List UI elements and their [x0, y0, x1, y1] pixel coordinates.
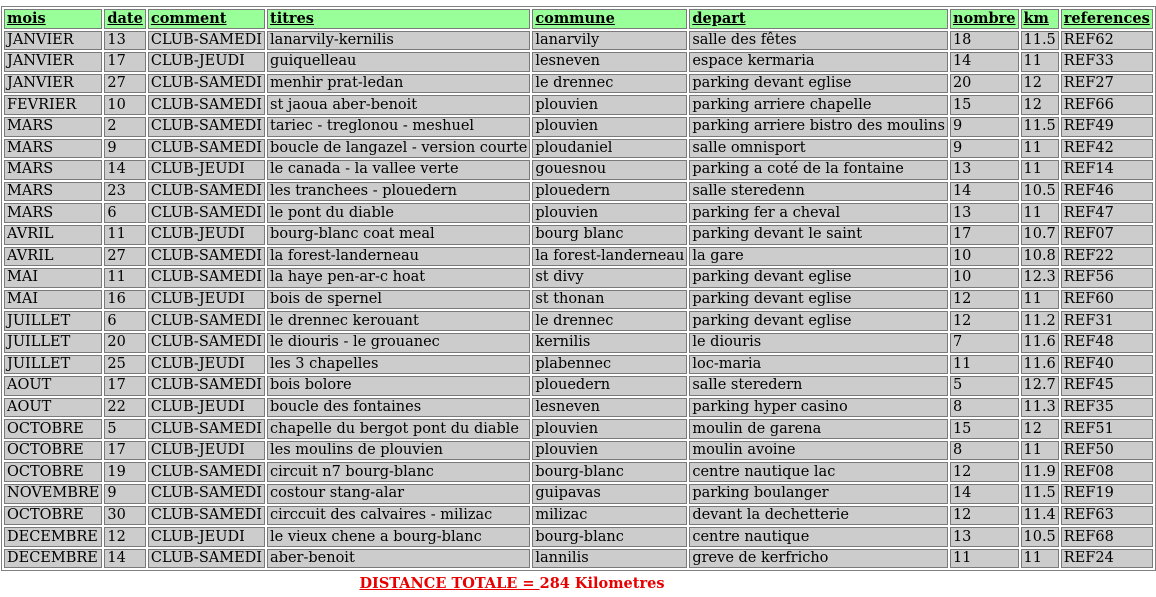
cell-km: 11: [1021, 441, 1059, 461]
cell-nombre: 9: [950, 139, 1019, 159]
cell-nombre: 7: [950, 333, 1019, 353]
cell-date: 14: [104, 160, 145, 180]
cell-mois: OCTOBRE: [4, 441, 102, 461]
cell-date: 12: [104, 527, 145, 547]
cell-depart: parking arriere chapelle: [689, 95, 948, 115]
cell-titres: le pont du diable: [267, 203, 530, 223]
cell-mois: OCTOBRE: [4, 506, 102, 526]
cell-km: 12.3: [1021, 268, 1059, 288]
cell-km: 11: [1021, 52, 1059, 72]
cell-references: REF42: [1061, 139, 1153, 159]
cell-nombre: 13: [950, 203, 1019, 223]
cell-commune: st thonan: [532, 290, 687, 310]
cell-titres: boucle de langazel - version courte: [267, 139, 530, 159]
cell-mois: FEVRIER: [4, 95, 102, 115]
cell-date: 30: [104, 506, 145, 526]
cell-nombre: 15: [950, 419, 1019, 439]
cell-nombre: 18: [950, 31, 1019, 51]
cell-mois: DECEMBRE: [4, 527, 102, 547]
cell-depart: salle steredern: [689, 376, 948, 396]
cell-km: 11.2: [1021, 311, 1059, 331]
sort-link-mois[interactable]: mois: [7, 10, 46, 28]
cell-nombre: 11: [950, 355, 1019, 375]
cell-titres: bourg-blanc coat meal: [267, 225, 530, 245]
cell-references: REF51: [1061, 419, 1153, 439]
cell-date: 17: [104, 52, 145, 72]
cell-titres: le canada - la vallee verte: [267, 160, 530, 180]
cell-titres: boucle des fontaines: [267, 398, 530, 418]
cell-references: REF27: [1061, 74, 1153, 94]
cell-mois: JANVIER: [4, 52, 102, 72]
table-row: [4, 203, 1153, 223]
cell-mois: NOVEMBRE: [4, 484, 102, 504]
cell-mois: AOUT: [4, 398, 102, 418]
table-row: [4, 290, 1153, 310]
cell-km: 11: [1021, 203, 1059, 223]
cell-titres: lanarvily-kernilis: [267, 31, 530, 51]
cell-nombre: 9: [950, 117, 1019, 137]
cell-km: 11: [1021, 160, 1059, 180]
cell-date: 9: [104, 484, 145, 504]
cell-titres: menhir prat-ledan: [267, 74, 530, 94]
cell-mois: MAI: [4, 268, 102, 288]
cell-comment: CLUB-SAMEDI: [148, 419, 265, 439]
distance-total: [0, 575, 1024, 592]
cell-depart: salle omnisport: [689, 139, 948, 159]
cell-depart: parking devant le saint: [689, 225, 948, 245]
cell-nombre: 12: [950, 290, 1019, 310]
cell-commune: plouedern: [532, 376, 687, 396]
table-row: [4, 74, 1153, 94]
table-header-row: [4, 9, 1153, 29]
column-header-comment: [148, 9, 265, 29]
cell-commune: le drennec: [532, 311, 687, 331]
cell-commune: bourg-blanc: [532, 527, 687, 547]
cell-km: 11.3: [1021, 398, 1059, 418]
table-row: [4, 462, 1153, 482]
table-row: [4, 95, 1153, 115]
cell-depart: moulin avoine: [689, 441, 948, 461]
cell-date: 10: [104, 95, 145, 115]
cell-nombre: 17: [950, 225, 1019, 245]
cell-references: REF31: [1061, 311, 1153, 331]
table-row: [4, 506, 1153, 526]
cell-mois: AVRIL: [4, 225, 102, 245]
cell-comment: CLUB-SAMEDI: [148, 333, 265, 353]
cell-references: REF14: [1061, 160, 1153, 180]
cell-date: 6: [104, 311, 145, 331]
cell-km: 11.5: [1021, 117, 1059, 137]
cell-references: REF68: [1061, 527, 1153, 547]
cell-titres: circcuit des calvaires - milizac: [267, 506, 530, 526]
column-header-nombre: [950, 9, 1019, 29]
cell-titres: la forest-landerneau: [267, 247, 530, 267]
cell-references: REF66: [1061, 95, 1153, 115]
cell-date: 14: [104, 549, 145, 569]
cell-date: 16: [104, 290, 145, 310]
cell-depart: parking a coté de la fontaine: [689, 160, 948, 180]
cell-mois: OCTOBRE: [4, 462, 102, 482]
cell-km: 11.6: [1021, 355, 1059, 375]
cell-km: 11: [1021, 139, 1059, 159]
sort-link-km[interactable]: km: [1023, 10, 1049, 28]
table-row: [4, 527, 1153, 547]
cell-depart: le diouris: [689, 333, 948, 353]
cell-date: 23: [104, 182, 145, 202]
table-row: [4, 225, 1153, 245]
cell-depart: moulin de garena: [689, 419, 948, 439]
table-row: [4, 355, 1153, 375]
cell-comment: CLUB-SAMEDI: [148, 95, 265, 115]
cell-comment: CLUB-SAMEDI: [148, 268, 265, 288]
cell-titres: les 3 chapelles: [267, 355, 530, 375]
cell-titres: la haye pen-ar-c hoat: [267, 268, 530, 288]
cell-km: 12: [1021, 95, 1059, 115]
cell-mois: MARS: [4, 203, 102, 223]
cell-mois: JUILLET: [4, 311, 102, 331]
cell-km: 11.5: [1021, 484, 1059, 504]
cell-mois: JANVIER: [4, 31, 102, 51]
sort-link-titres[interactable]: titres: [270, 10, 314, 28]
cell-nombre: 5: [950, 376, 1019, 396]
cell-titres: circuit n7 bourg-blanc: [267, 462, 530, 482]
cell-titres: les tranchees - plouedern: [267, 182, 530, 202]
sort-link-commune[interactable]: commune: [535, 10, 615, 28]
cell-comment: CLUB-SAMEDI: [148, 203, 265, 223]
cell-titres: le diouris - le grouanec: [267, 333, 530, 353]
sort-link-nombre[interactable]: nombre: [952, 10, 1016, 28]
cell-commune: lesneven: [532, 398, 687, 418]
cell-mois: DECEMBRE: [4, 549, 102, 569]
cell-depart: devant la dechetterie: [689, 506, 948, 526]
cell-references: REF50: [1061, 441, 1153, 461]
column-header-depart: [689, 9, 948, 29]
cell-comment: CLUB-SAMEDI: [148, 311, 265, 331]
cell-comment: CLUB-SAMEDI: [148, 139, 265, 159]
table-row: [4, 117, 1153, 137]
cell-references: REF24: [1061, 549, 1153, 569]
cell-comment: CLUB-JEUDI: [148, 290, 265, 310]
cell-comment: CLUB-SAMEDI: [148, 247, 265, 267]
cell-date: 27: [104, 247, 145, 267]
cell-km: 10.5: [1021, 182, 1059, 202]
cell-depart: parking boulanger: [689, 484, 948, 504]
cell-mois: MARS: [4, 160, 102, 180]
cell-references: REF48: [1061, 333, 1153, 353]
cell-references: REF45: [1061, 376, 1153, 396]
table-row: [4, 31, 1153, 51]
cell-depart: centre nautique lac: [689, 462, 948, 482]
table-row: [4, 376, 1153, 396]
cell-date: 6: [104, 203, 145, 223]
cell-references: REF56: [1061, 268, 1153, 288]
cell-nombre: 10: [950, 247, 1019, 267]
cell-date: 11: [104, 225, 145, 245]
cell-comment: CLUB-JEUDI: [148, 160, 265, 180]
cell-km: 10.7: [1021, 225, 1059, 245]
cell-commune: plouvien: [532, 95, 687, 115]
column-header-references: [1061, 9, 1153, 29]
cell-titres: st jaoua aber-benoit: [267, 95, 530, 115]
cell-km: 10.5: [1021, 527, 1059, 547]
cell-km: 12: [1021, 74, 1059, 94]
cell-mois: OCTOBRE: [4, 419, 102, 439]
cell-comment: CLUB-JEUDI: [148, 441, 265, 461]
cell-comment: CLUB-SAMEDI: [148, 182, 265, 202]
table-row: [4, 160, 1153, 180]
cell-mois: MAI: [4, 290, 102, 310]
table-row: [4, 333, 1153, 353]
cell-commune: plouvien: [532, 203, 687, 223]
column-header-titres: [267, 9, 530, 29]
cell-commune: plabennec: [532, 355, 687, 375]
cell-depart: salle steredenn: [689, 182, 948, 202]
table-row: [4, 441, 1153, 461]
cell-depart: parking devant eglise: [689, 290, 948, 310]
cell-commune: lanarvily: [532, 31, 687, 51]
distance-total-label: DISTANCE TOTALE =: [359, 575, 540, 592]
sort-link-date[interactable]: date: [107, 10, 143, 28]
cell-date: 2: [104, 117, 145, 137]
cell-nombre: 14: [950, 484, 1019, 504]
cell-date: 20: [104, 333, 145, 353]
cell-date: 11: [104, 268, 145, 288]
cell-km: 11.4: [1021, 506, 1059, 526]
cell-nombre: 11: [950, 549, 1019, 569]
cell-mois: MARS: [4, 139, 102, 159]
cell-comment: CLUB-SAMEDI: [148, 549, 265, 569]
cell-nombre: 13: [950, 160, 1019, 180]
table-row: [4, 484, 1153, 504]
cell-references: REF62: [1061, 31, 1153, 51]
cell-references: REF46: [1061, 182, 1153, 202]
cell-date: 25: [104, 355, 145, 375]
cell-depart: parking devant eglise: [689, 74, 948, 94]
cell-km: 11.5: [1021, 31, 1059, 51]
cell-depart: parking fer a cheval: [689, 203, 948, 223]
cell-references: REF60: [1061, 290, 1153, 310]
cell-nombre: 12: [950, 506, 1019, 526]
cell-comment: CLUB-JEUDI: [148, 527, 265, 547]
cell-commune: bourg blanc: [532, 225, 687, 245]
cell-depart: parking arriere bistro des moulins: [689, 117, 948, 137]
cell-date: 19: [104, 462, 145, 482]
cell-km: 11.9: [1021, 462, 1059, 482]
cell-mois: JUILLET: [4, 355, 102, 375]
cell-titres: bois bolore: [267, 376, 530, 396]
cell-comment: CLUB-SAMEDI: [148, 462, 265, 482]
cell-nombre: 14: [950, 52, 1019, 72]
cell-km: 11: [1021, 290, 1059, 310]
cell-commune: le drennec: [532, 74, 687, 94]
cell-date: 17: [104, 376, 145, 396]
cell-comment: CLUB-JEUDI: [148, 52, 265, 72]
cell-date: 22: [104, 398, 145, 418]
cell-references: REF35: [1061, 398, 1153, 418]
cell-references: REF19: [1061, 484, 1153, 504]
cell-depart: la gare: [689, 247, 948, 267]
cell-commune: plouedern: [532, 182, 687, 202]
cell-titres: guiquelleau: [267, 52, 530, 72]
cell-date: 17: [104, 441, 145, 461]
table-row: [4, 182, 1153, 202]
cell-date: 9: [104, 139, 145, 159]
column-header-commune: [532, 9, 687, 29]
cell-titres: chapelle du bergot pont du diable: [267, 419, 530, 439]
cell-km: 11: [1021, 549, 1059, 569]
cell-km: 12: [1021, 419, 1059, 439]
cell-commune: plouvien: [532, 441, 687, 461]
cell-titres: le vieux chene a bourg-blanc: [267, 527, 530, 547]
cell-nombre: 8: [950, 398, 1019, 418]
table-row: [4, 398, 1153, 418]
cell-commune: lannilis: [532, 549, 687, 569]
cell-mois: JUILLET: [4, 333, 102, 353]
cell-depart: parking hyper casino: [689, 398, 948, 418]
cell-titres: bois de spernel: [267, 290, 530, 310]
cell-depart: espace kermaria: [689, 52, 948, 72]
cell-depart: greve de kerfricho: [689, 549, 948, 569]
cell-commune: ploudaniel: [532, 139, 687, 159]
walks-table: [1, 6, 1156, 571]
cell-references: REF40: [1061, 355, 1153, 375]
cell-references: REF47: [1061, 203, 1153, 223]
cell-commune: milizac: [532, 506, 687, 526]
cell-commune: plouvien: [532, 117, 687, 137]
cell-references: REF49: [1061, 117, 1153, 137]
cell-depart: centre nautique: [689, 527, 948, 547]
cell-commune: la forest-landerneau: [532, 247, 687, 267]
sort-link-depart[interactable]: depart: [692, 10, 746, 28]
cell-nombre: 12: [950, 311, 1019, 331]
cell-commune: bourg-blanc: [532, 462, 687, 482]
cell-comment: CLUB-SAMEDI: [148, 117, 265, 137]
cell-mois: AOUT: [4, 376, 102, 396]
cell-titres: aber-benoit: [267, 549, 530, 569]
cell-comment: CLUB-JEUDI: [148, 355, 265, 375]
cell-depart: loc-maria: [689, 355, 948, 375]
cell-depart: salle des fêtes: [689, 31, 948, 51]
table-row: [4, 139, 1153, 159]
cell-references: REF08: [1061, 462, 1153, 482]
cell-references: REF22: [1061, 247, 1153, 267]
cell-titres: le drennec kerouant: [267, 311, 530, 331]
cell-comment: CLUB-SAMEDI: [148, 376, 265, 396]
cell-commune: st divy: [532, 268, 687, 288]
table-row: [4, 247, 1153, 267]
table-row: [4, 419, 1153, 439]
cell-km: 11.6: [1021, 333, 1059, 353]
cell-commune: kernilis: [532, 333, 687, 353]
cell-commune: lesneven: [532, 52, 687, 72]
cell-date: 5: [104, 419, 145, 439]
cell-mois: AVRIL: [4, 247, 102, 267]
cell-mois: JANVIER: [4, 74, 102, 94]
cell-nombre: 13: [950, 527, 1019, 547]
distance-total-value: 284 Kilometres: [539, 575, 665, 592]
cell-km: 12.7: [1021, 376, 1059, 396]
cell-comment: CLUB-SAMEDI: [148, 31, 265, 51]
cell-date: 13: [104, 31, 145, 51]
cell-references: REF07: [1061, 225, 1153, 245]
walks-table-container: [1, 6, 1150, 571]
cell-nombre: 10: [950, 268, 1019, 288]
cell-depart: parking devant eglise: [689, 268, 948, 288]
table-row: [4, 52, 1153, 72]
cell-references: REF33: [1061, 52, 1153, 72]
cell-nombre: 12: [950, 462, 1019, 482]
table-row: [4, 311, 1153, 331]
cell-references: REF63: [1061, 506, 1153, 526]
cell-comment: CLUB-SAMEDI: [148, 74, 265, 94]
table-row: [4, 268, 1153, 288]
cell-nombre: 15: [950, 95, 1019, 115]
cell-titres: tariec - treglonou - meshuel: [267, 117, 530, 137]
table-body: [4, 31, 1153, 569]
cell-nombre: 14: [950, 182, 1019, 202]
cell-comment: CLUB-JEUDI: [148, 225, 265, 245]
column-header-km: [1021, 9, 1059, 29]
cell-comment: CLUB-SAMEDI: [148, 484, 265, 504]
cell-commune: plouvien: [532, 419, 687, 439]
cell-commune: guipavas: [532, 484, 687, 504]
cell-date: 27: [104, 74, 145, 94]
sort-link-references[interactable]: references: [1063, 10, 1150, 28]
cell-comment: CLUB-JEUDI: [148, 398, 265, 418]
column-header-date: [104, 9, 145, 29]
cell-nombre: 8: [950, 441, 1019, 461]
cell-depart: parking devant eglise: [689, 311, 948, 331]
cell-nombre: 20: [950, 74, 1019, 94]
sort-link-comment[interactable]: comment: [150, 10, 227, 28]
cell-commune: gouesnou: [532, 160, 687, 180]
cell-mois: MARS: [4, 117, 102, 137]
table-row: [4, 549, 1153, 569]
column-header-mois: [4, 9, 102, 29]
cell-titres: costour stang-alar: [267, 484, 530, 504]
cell-km: 10.8: [1021, 247, 1059, 267]
cell-comment: CLUB-SAMEDI: [148, 506, 265, 526]
cell-mois: MARS: [4, 182, 102, 202]
cell-titres: les moulins de plouvien: [267, 441, 530, 461]
